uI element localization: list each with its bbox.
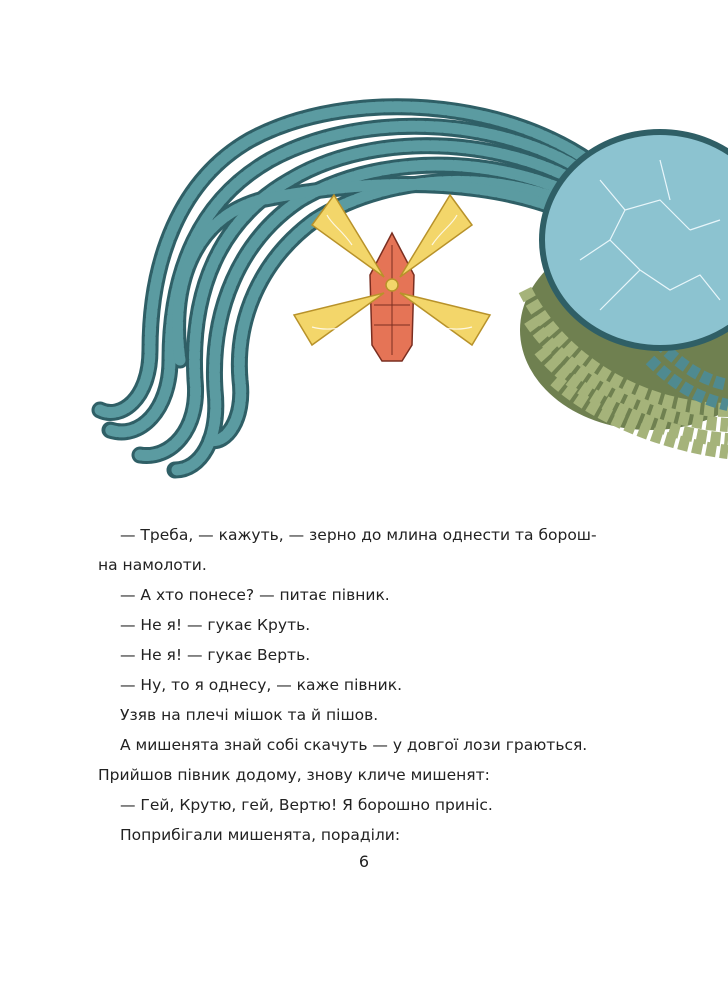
story-paragraph: на намолоти. [98, 556, 207, 574]
story-paragraph: — А хто понесе? — питає півник. [120, 586, 390, 604]
story-paragraph: Прийшов півник додому, знову кличе мишенят: [98, 766, 490, 784]
story-paragraph: — Не я! — гукає Верть. [120, 646, 311, 664]
story-paragraph: Узяв на плечі мішок та й пішов. [120, 706, 379, 724]
page-number: 6 [358, 852, 370, 871]
windmill [294, 195, 490, 361]
story-paragraph: — Не я! — гукає Круть. [120, 616, 311, 634]
story-paragraph: А мишенята знай собі скачуть — у довгої лози граються. [120, 736, 588, 754]
story-text [98, 520, 658, 850]
story-paragraph: — Гей, Крутю, гей, Вертю! Я борошно приніс. [120, 796, 493, 814]
story-paragraph: — Ну, то я однесу, — каже півник. [120, 676, 403, 694]
story-paragraph: — Треба, — кажуть, — зерно до млина однести та борош- [120, 526, 597, 544]
story-paragraph: Поприбігали мишенята, пораділи: [120, 826, 401, 844]
windmill-illustration [0, 60, 728, 480]
